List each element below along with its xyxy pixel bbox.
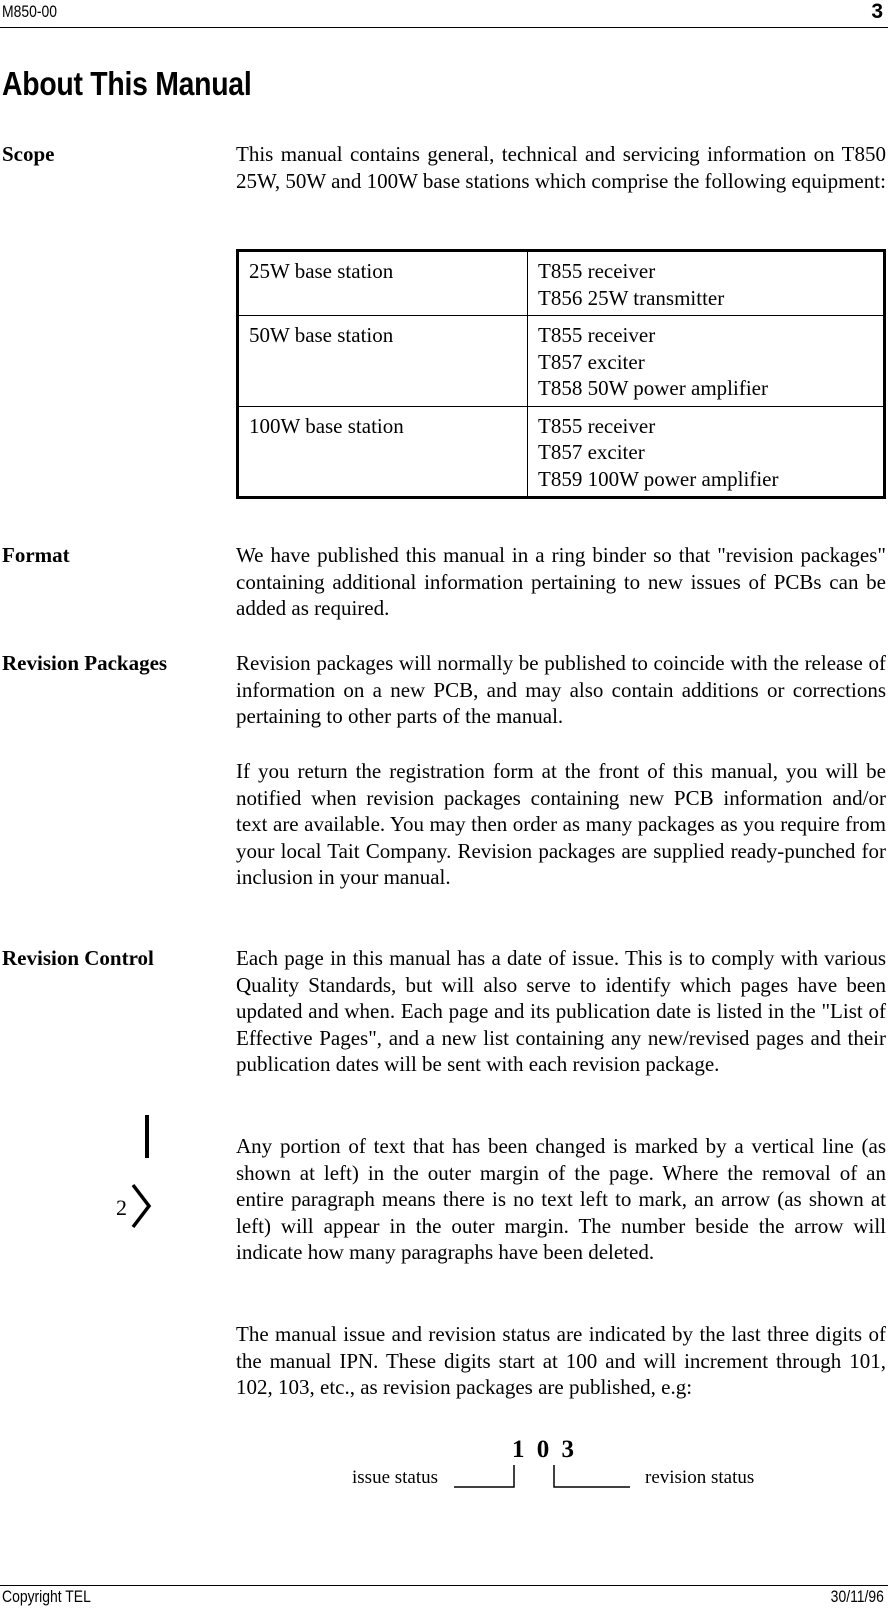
equipment-table xyxy=(236,249,886,499)
page-title: About This Manual xyxy=(2,65,252,102)
deleted-paragraph-count: 2 xyxy=(116,1195,127,1220)
revision-control-paragraph-1: Each page in this manual has a date of issue. This is to comply with various Quality Standards, but will also serve to identify which pages have been updated and when. Each page and its publication date is listed in the "List of Effective Pages", and a new list containing any new/revised pages and their publication dates will be sent with each revision package. xyxy=(236,946,886,1076)
change-bar-marker xyxy=(145,1115,149,1158)
components-cell xyxy=(528,406,885,498)
issue-status-label: issue status xyxy=(352,1467,439,1488)
component-item: T856 25W transmitter xyxy=(538,285,725,310)
station-cell: 25W base station xyxy=(238,251,528,316)
ipn-example-digits: 1 0 3 xyxy=(512,1436,574,1463)
revision-control-paragraph-3: The manual issue and revision status are indicated by the last three digits of the manual IPN. These digits start at 100 and will increment through 101, 102, 103, etc., as revision packages are published, e.g: xyxy=(236,1322,886,1399)
page-number: 3 xyxy=(871,0,883,23)
header-rule xyxy=(0,27,888,28)
format-heading: Format xyxy=(2,543,70,567)
scope-paragraph: This manual contains general, technical and servicing information on T850 25W, 50W and 100W base stations which comprise the following equipment: xyxy=(236,142,886,193)
station-cell: 50W base station xyxy=(238,316,528,407)
component-item: T857 exciter xyxy=(538,440,645,464)
component-item: T859 100W power amplifier xyxy=(538,466,779,491)
component-item: T858 50W power amplifier xyxy=(538,376,768,400)
table-row xyxy=(238,406,885,498)
component-item: T855 receiver xyxy=(538,413,656,438)
table-row xyxy=(238,316,885,407)
revision-control-paragraph-2: Any portion of text that has been changed is marked by a vertical line (as shown at left) in the outer margin of the page. Where the removal of an entire paragraph means there is no text left to mark, an arrow (as shown at left) will appear in the outer margin. The number beside the arrow will indicate how many paragraphs have been deleted. xyxy=(236,1134,886,1264)
format-paragraph: We have published this manual in a ring binder so that "revision packages" containing additional information pertaining to new issues of PCBs can be added as required. xyxy=(236,543,886,620)
revision-packages-paragraph-1: Revision packages will normally be published to coincide with the release of information on a new PCB, and may also contain additions or corrections pertaining to other parts of the manual. xyxy=(236,651,886,728)
components-cell xyxy=(528,251,885,316)
table-row xyxy=(238,251,885,316)
document-code: M850-00 xyxy=(2,2,58,21)
revision-control-heading: Revision Control xyxy=(2,946,154,970)
deletion-arrow-icon xyxy=(130,1183,152,1229)
station-cell: 100W base station xyxy=(238,406,528,498)
footer-date: 30/11/96 xyxy=(830,1587,884,1606)
footer-copyright: Copyright TEL xyxy=(2,1587,91,1606)
revision-packages-paragraph-2: If you return the registration form at the front of this manual, you will be notified when revision packages containing new PCB information and/or text are available. You may then order as many packages as you require from your local Tait Company. Revision packages are supplied ready-punched for inclusion in your manual. xyxy=(236,759,886,889)
scope-heading: Scope xyxy=(2,142,55,166)
component-item: T857 exciter xyxy=(538,349,645,374)
revision-status-label: revision status xyxy=(645,1467,755,1488)
components-cell xyxy=(528,316,885,407)
component-item: T855 receiver xyxy=(538,323,656,347)
revision-packages-heading: Revision Packages xyxy=(2,651,168,675)
component-item: T855 receiver xyxy=(538,259,656,283)
footer-rule xyxy=(0,1585,888,1586)
